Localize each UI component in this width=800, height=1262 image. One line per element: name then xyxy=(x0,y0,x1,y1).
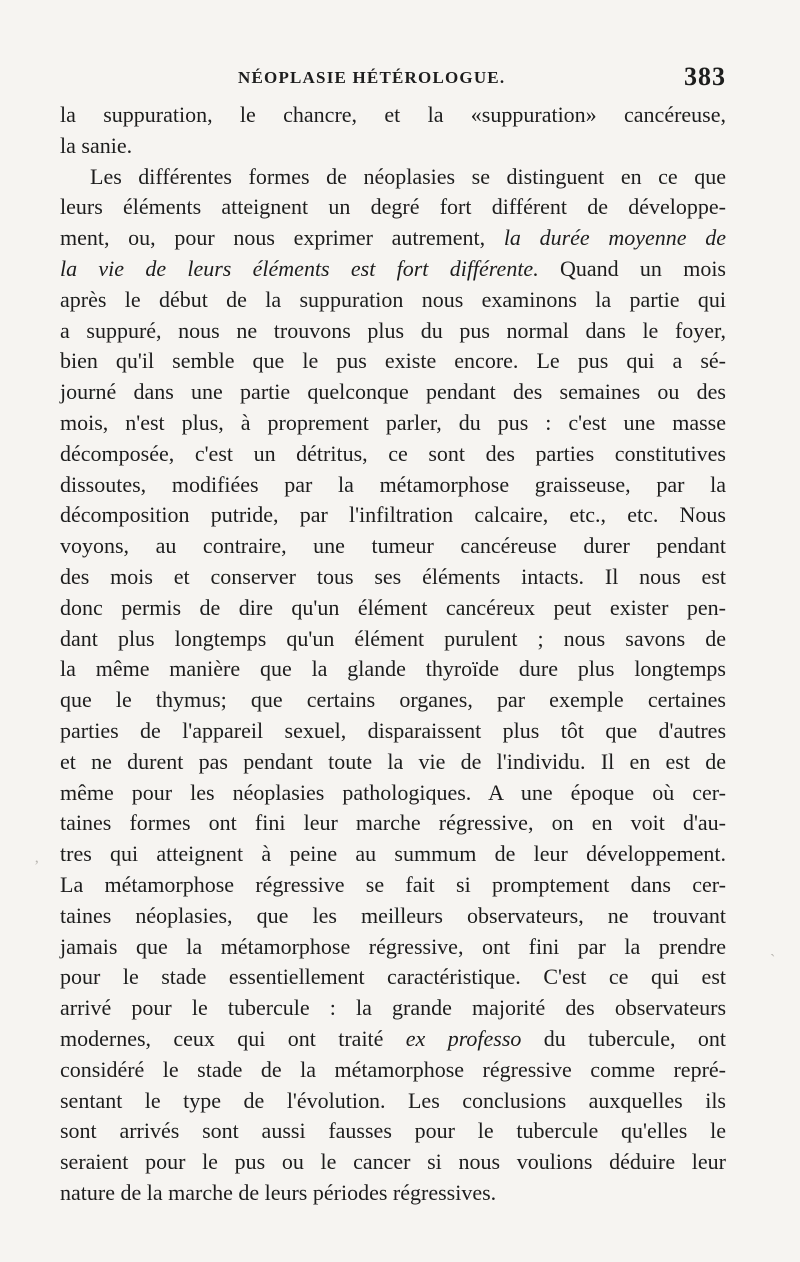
text-line: journé dans une partie quelconque pendant des semaines ou des xyxy=(60,379,726,405)
text-line: taines formes ont fini leur marche régressive, on en voit d'au- xyxy=(60,810,726,836)
running-title: NÉOPLASIE HÉTÉROLOGUE. xyxy=(238,68,506,87)
text-line: sentant le type de l'évolution. Les conclusions auxquelles ils xyxy=(60,1087,726,1113)
text-line: après le début de la suppuration nous examinons la partie qui xyxy=(60,286,726,312)
text-line: dant plus longtemps qu'un élément purulent ; nous savons de xyxy=(60,625,726,651)
text-line: nature de la marche de leurs périodes régressives. xyxy=(60,1179,497,1205)
text-line: tres qui atteignent à peine au summum de leur développement. xyxy=(60,841,726,867)
text-line: considéré le stade de la métamorphose régressive comme repré- xyxy=(60,1056,726,1082)
text-segment: Quand un mois xyxy=(538,255,726,281)
text-line: parties de l'appareil sexuel, disparaissent plus tôt que d'autres xyxy=(60,717,726,743)
text-line: voyons, au contraire, une tumeur cancéreuse durer pendant xyxy=(60,533,726,559)
text-line: décomposition putride, par l'infiltration calcaire, etc., etc. Nous xyxy=(60,502,726,528)
text-line: seraient pour le pus ou le cancer si nous voulions déduire leur xyxy=(60,1149,726,1175)
text-line: jamais que la métamorphose régressive, ont fini par la prendre xyxy=(60,933,726,959)
page-number: 383 xyxy=(684,62,726,91)
text-line: et ne durent pas pendant toute la vie de l'individu. Il en est de xyxy=(60,748,726,774)
text-line: arrivé pour le tubercule : la grande majorité des observateurs xyxy=(60,995,726,1021)
text-line: La métamorphose régressive se fait si promptement dans cer- xyxy=(60,871,726,897)
text-line xyxy=(60,1024,726,1055)
italic-text-segment: la vie de leurs éléments est fort différente. xyxy=(60,255,539,281)
margin-tick-mark: ʼ xyxy=(34,858,40,875)
text-line: dissoutes, modifiées par la métamorphose graisseuse, par la xyxy=(60,471,726,497)
text-line: donc permis de dire qu'un élément cancéreux peut exister pen- xyxy=(60,594,726,620)
text-line xyxy=(60,254,726,285)
text-line: décomposée, c'est un détritus, ce sont des parties constitutives xyxy=(60,440,726,466)
text-line: que le thymus; que certains organes, par exemple certaines xyxy=(60,687,726,713)
text-line: même pour les néoplasies pathologiques. A une époque où cer- xyxy=(60,779,726,805)
text-line: la même manière que la glande thyroïde dure plus longtemps xyxy=(60,656,726,682)
text-line: la sanie. xyxy=(60,132,133,158)
text-line: pour le stade essentiellement caractéristique. C'est ce qui est xyxy=(60,964,726,990)
text-line: sont arrivés sont aussi fausses pour le tubercule qu'elles le xyxy=(60,1118,726,1144)
text-line: bien qu'il semble que le pus existe encore. Le pus qui a sé- xyxy=(60,348,726,374)
italic-text-segment: la durée moyenne de xyxy=(503,225,726,251)
body-text xyxy=(60,100,726,1209)
text-line: des mois et conserver tous ses éléments intacts. Il nous est xyxy=(60,563,726,589)
text-line: a suppuré, nous ne trouvons plus du pus normal dans le foyer, xyxy=(60,317,726,343)
text-line: taines néoplasies, que les meilleurs observateurs, ne trouvant xyxy=(60,902,726,928)
text-segment: modernes, ceux qui ont traité xyxy=(60,1025,406,1051)
text-segment: du tubercule, ont xyxy=(521,1025,726,1051)
italic-text-segment: ex professo xyxy=(405,1025,522,1051)
margin-tick-mark: ˋ xyxy=(770,952,776,969)
text-line: Les différentes formes de néoplasies se distinguent en ce que xyxy=(90,163,726,189)
page-header xyxy=(60,62,726,96)
text-line: la suppuration, le chancre, et la «suppuration» cancéreuse, xyxy=(60,102,726,127)
text-segment: ment, ou, pour nous exprimer autrement, xyxy=(60,225,504,251)
text-line: leurs éléments atteignent un degré fort différent de développe- xyxy=(60,194,726,220)
text-line xyxy=(60,223,726,254)
text-line: mois, n'est plus, à proprement parler, du pus : c'est une masse xyxy=(60,409,726,435)
